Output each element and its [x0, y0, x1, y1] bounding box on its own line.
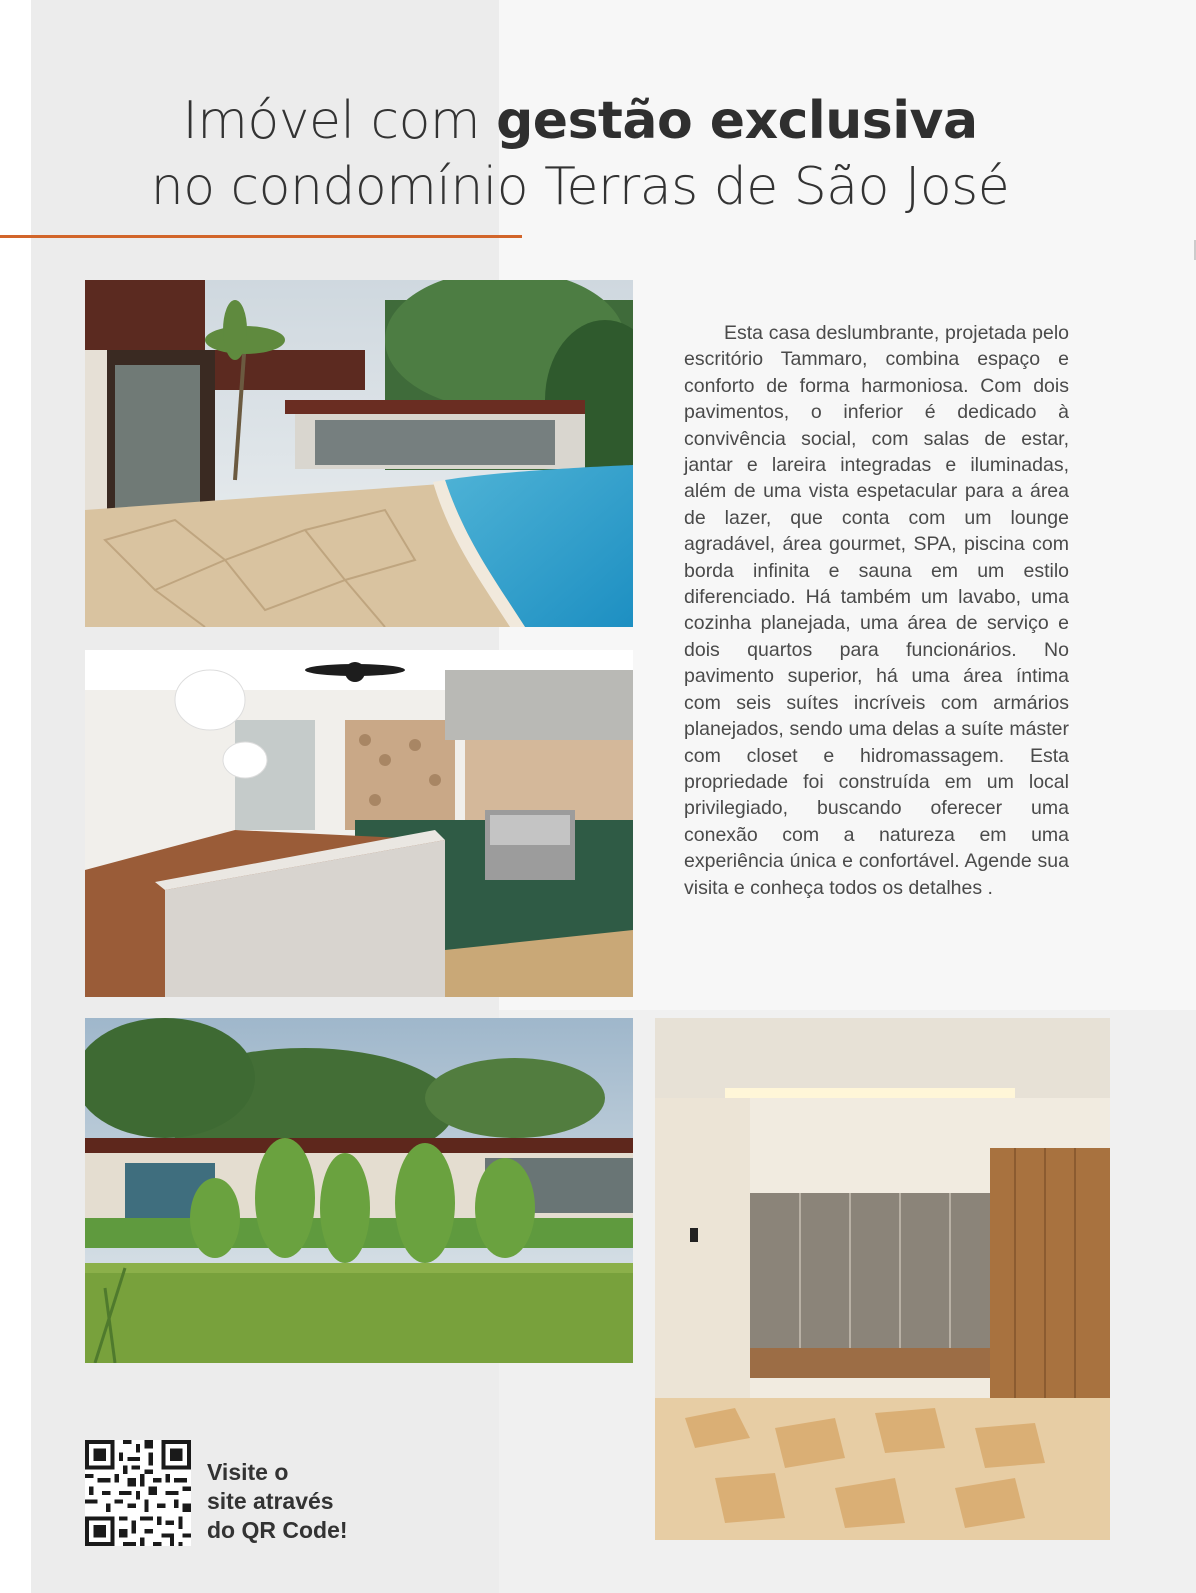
title-line1-bold: gestão exclusiva [496, 91, 978, 151]
qr-caption-line2: site através [207, 1488, 334, 1514]
qr-caption-line3: do QR Code! [207, 1517, 348, 1543]
accent-divider [0, 235, 522, 238]
photo-interior-room [655, 1018, 1110, 1540]
title-line2: no condomínio Terras de São José [150, 157, 1010, 217]
photo-garden-facade [85, 1018, 633, 1363]
title-line1-prefix: Imóvel com [182, 91, 497, 151]
qr-caption-line1: Visite o [207, 1459, 289, 1485]
property-description: Esta casa deslumbrante, projetada pelo escritório Tammaro, combina espaço e conforto de forma harmoniosa. Com dois pavimentos, o inferior é dedicado à convivência social, com salas de estar, jantar e lareira integradas e iluminadas, além de uma vista espetacular para a área de lazer, que conta com um lounge agradável, área gourmet, SPA, piscina com borda infinita e sauna em um estilo diferenciado. Há também um lavabo, uma cozinha planejada, uma área de serviço e dois quartos para funcionários. No pavimento superior, há uma área íntima com seis suítes incríveis com armários planejados, sendo uma delas a suíte máster com closet e hidromassagem. Esta propriedade foi construída em um local privilegiado, buscando oferecer uma conexão com a natureza em uma experiência única e confortável. Agende sua visita e conheça todos os detalhes . [684, 322, 1069, 899]
qr-caption [207, 1458, 407, 1545]
photo-gourmet-kitchen [85, 650, 633, 997]
photo-pool-facade [85, 280, 633, 627]
qr-code-icon[interactable] [85, 1440, 191, 1546]
page-title [0, 88, 1160, 220]
